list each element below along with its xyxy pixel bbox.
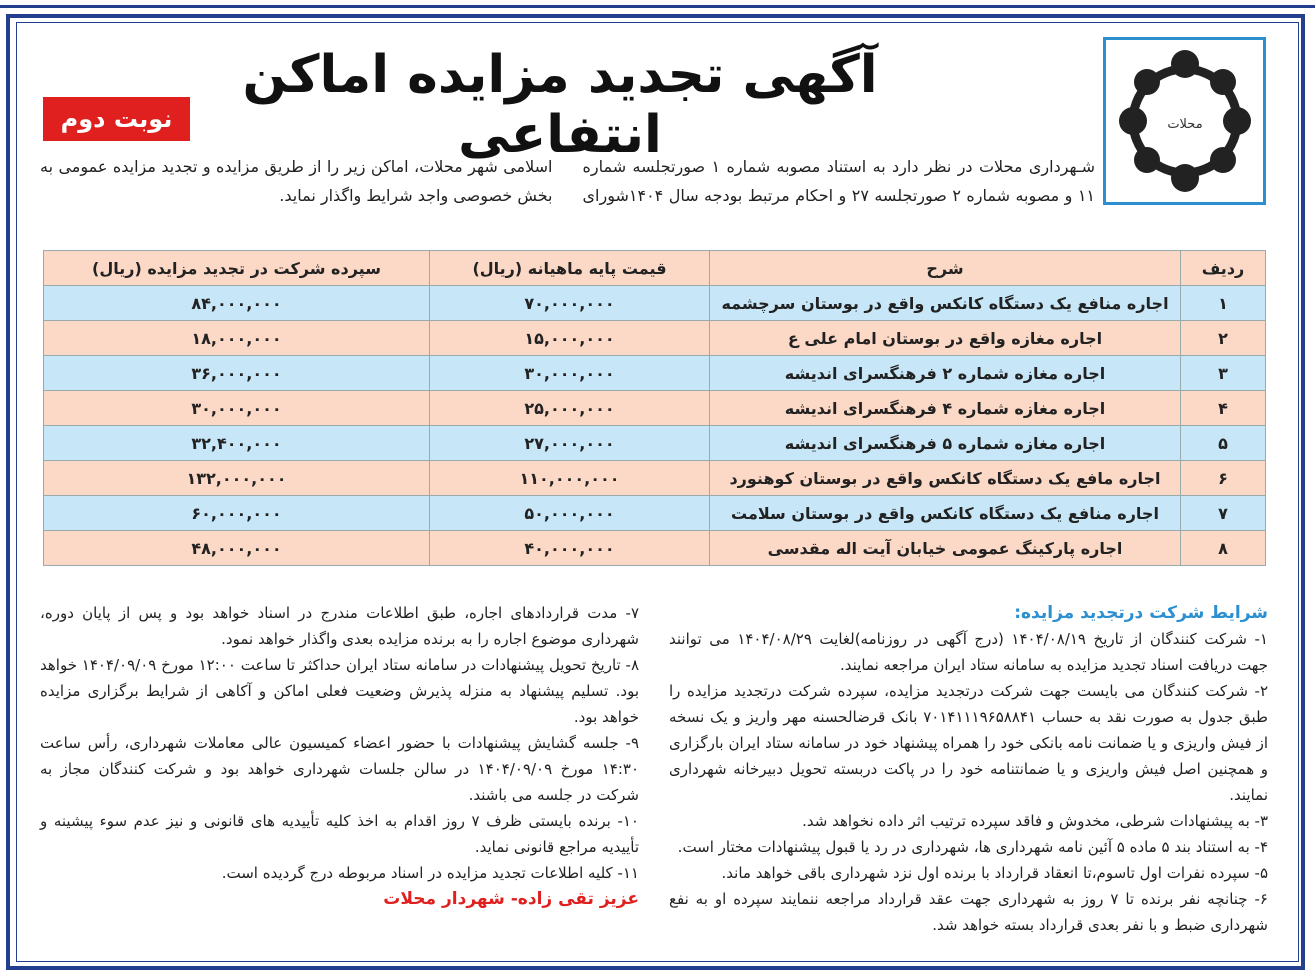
table-row (44, 321, 1266, 356)
condition-item: ۱۰- برنده بایستی ظرف ۷ روز اقدام به اخذ کلیه تأییدیه های قانونی و نیز عدم سوء پیشینه و تأییدیه مراجع قانونی نماید. (40, 812, 639, 856)
svg-text:محلات: محلات (1166, 117, 1203, 132)
base-price: ۱۵,۰۰۰,۰۰۰ (430, 321, 710, 356)
row-number: ۳ (1181, 356, 1266, 391)
description: اجاره مغازه واقع در بوستان امام علی ع (710, 321, 1181, 356)
table-row (44, 426, 1266, 461)
conditions-heading: شرایط شرکت درتجدید مزایده: (1014, 603, 1268, 623)
description: اجاره مغازه شماره ۲ فرهنگسرای اندیشه (710, 356, 1181, 391)
intro-paragraph: شـهرداری محلات در نظر دارد به استناد مصوبه شماره ۱ صورتجلسه شماره ۱۱ و مصوبه شماره ۲ صورتجلسه ۲۷ و احکام مرتبط بودجه سال ۱۴۰۴شورای اسلامی شهر محلات، اماکن زیر را از طریق مزایده و تجدید مزایده عمومی به بخش خصوصی واجد شرایط واگذار نماید. (40, 157, 1096, 205)
condition-item: ۵- سپرده نفرات اول تاسوم،تا انعقاد قرارداد با برنده اول نزد شهرداری باقی خواهد ماند. (721, 864, 1268, 882)
conditions-section (40, 600, 1268, 945)
table-row (44, 286, 1266, 321)
condition-item: ۷- مدت قراردادهای اجاره، طبق اطلاعات مندرج در اسناد خواهد بود و پس از پایان دوره، شهرداری موضوع اجاره را به برنده مزایده بعدی واگذار خواهد نمود. (40, 604, 639, 648)
description: اجاره منافع یک دستگاه کانکس واقع در بوستان سرچشمه (710, 286, 1181, 321)
base-price: ۱۱۰,۰۰۰,۰۰۰ (430, 461, 710, 496)
condition-item: ۲- شرکت کنندگان می بایست جهت شرکت درتجدید مزایده، سپرده شرکت درتجدید مزایده را طبق جدول به صورت نقد به حساب ۷۰۱۴۱۱۱۹۶۵۸۸۴۱ بانک قرضالحسنه مهر واریز و یک نسخه از فیش واریزی و یا ضمانت نامه بانکی خود را همراه پیشنهاد خود در سامانه ستاد ایران بارگزاری و همچنین اصل فیش واریزی و یا ضمانتنامه خود را در پاکت دربسته تحویل دبیرخانه شهرداری نمایند. (669, 682, 1268, 804)
deposit: ۱۸,۰۰۰,۰۰۰ (44, 321, 430, 356)
condition-item: ۳- به پیشنهادات شرطی، مخدوش و فاقد سپرده ترتیب اثر داده نخواهد شد. (802, 812, 1268, 830)
table-header-row (44, 251, 1266, 286)
deposit: ۳۲,۴۰۰,۰۰۰ (44, 426, 430, 461)
row-number: ۷ (1181, 496, 1266, 531)
auction-table (43, 250, 1266, 566)
description: اجاره مغازه شماره ۴ فرهنگسرای اندیشه (710, 391, 1181, 426)
deposit: ۳۶,۰۰۰,۰۰۰ (44, 356, 430, 391)
deposit: ۶۰,۰۰۰,۰۰۰ (44, 496, 430, 531)
table-row (44, 531, 1266, 566)
base-price: ۳۰,۰۰۰,۰۰۰ (430, 356, 710, 391)
row-number: ۱ (1181, 286, 1266, 321)
base-price: ۵۰,۰۰۰,۰۰۰ (430, 496, 710, 531)
description: اجاره مافع یک دستگاه کانکس واقع در بوستان کوهنورد (710, 461, 1181, 496)
header-description: شرح (710, 251, 1181, 286)
base-price: ۴۰,۰۰۰,۰۰۰ (430, 531, 710, 566)
row-number: ۴ (1181, 391, 1266, 426)
header-deposit: سپرده شرکت در تجدید مزایده (ریال) (44, 251, 430, 286)
table-row (44, 356, 1266, 391)
base-price: ۲۷,۰۰۰,۰۰۰ (430, 426, 710, 461)
municipality-logo (1103, 37, 1266, 205)
header-row-number: ردیف (1181, 251, 1266, 286)
condition-item: ۱- شرکت کنندگان از تاریخ ۱۴۰۴/۰۸/۱۹ (درج آگهی در روزنامه)لغایت ۱۴۰۴/۰۸/۲۹ می توانند جهت دریافت اسناد تجدید مزایده به سامانه ستاد ایران مراجعه نمایند. (669, 630, 1268, 674)
row-number: ۲ (1181, 321, 1266, 356)
condition-item: ۴- به استناد بند ۵ ماده ۵ آئین نامه شهرداری ها، شهرداری در رد یا قبول پیشنهادات مختار است. (677, 838, 1268, 856)
row-number: ۵ (1181, 426, 1266, 461)
condition-item: ۱۱- کلیه اطلاعات تجدید مزایده در اسناد مربوطه درج گردیده است. (221, 864, 639, 882)
round-badge: نوبت دوم (43, 97, 190, 141)
row-number: ۸ (1181, 531, 1266, 566)
header-base-price: قیمت پایه ماهیانه (ریال) (430, 251, 710, 286)
description: اجاره مغازه شماره ۵ فرهنگسرای اندیشه (710, 426, 1181, 461)
condition-item: ۹- جلسه گشایش پیشنهادات با حضور اعضاء کمیسیون عالی معاملات شهرداری، رأس ساعت ۱۴:۳۰ مورخ ۱۴۰۴/۰۹/۰۹ در سالن جلسات شهرداری خواهد بود و شرکت کنندگان مجاز به شرکت در جلسه می باشند. (40, 734, 639, 804)
top-border (0, 0, 1315, 8)
table-row (44, 496, 1266, 531)
ad-title: آگهی تجدید مزایده اماکن انتفاعی (242, 45, 878, 165)
row-number: ۶ (1181, 461, 1266, 496)
deposit: ۳۰,۰۰۰,۰۰۰ (44, 391, 430, 426)
municipality-emblem-icon (1115, 46, 1255, 196)
deposit: ۸۴,۰۰۰,۰۰۰ (44, 286, 430, 321)
signature: عزیز تقی زاده- شهردار محلات (383, 889, 639, 909)
table-row (44, 391, 1266, 426)
deposit: ۱۳۲,۰۰۰,۰۰۰ (44, 461, 430, 496)
table-row (44, 461, 1266, 496)
description: اجاره منافع یک دستگاه کانکس واقع در بوستان سلامت (710, 496, 1181, 531)
base-price: ۲۵,۰۰۰,۰۰۰ (430, 391, 710, 426)
description: اجاره پارکینگ عمومی خیابان آیت اله مقدسی (710, 531, 1181, 566)
condition-item: ۸- تاریخ تحویل پیشنهادات در سامانه ستاد ایران حداکثر تا ساعت ۱۲:۰۰ مورخ ۱۴۰۴/۰۹/۰۹ خواهد بود. تسلیم پیشنهاد به منزله پذیرش وضعیت فعلی اماکن و آکاهی از شرایط برگزاری مزایده خواهد بود. (40, 656, 639, 726)
condition-item: ۶- چنانچه نفر برنده تا ۷ روز به شهرداری جهت عقد قرارداد مراجعه ننمایند سپرده او به نفع شهرداری ضبط و با نفر بعدی قرارداد بسته خواهد شد. (669, 890, 1268, 934)
deposit: ۴۸,۰۰۰,۰۰۰ (44, 531, 430, 566)
base-price: ۷۰,۰۰۰,۰۰۰ (430, 286, 710, 321)
